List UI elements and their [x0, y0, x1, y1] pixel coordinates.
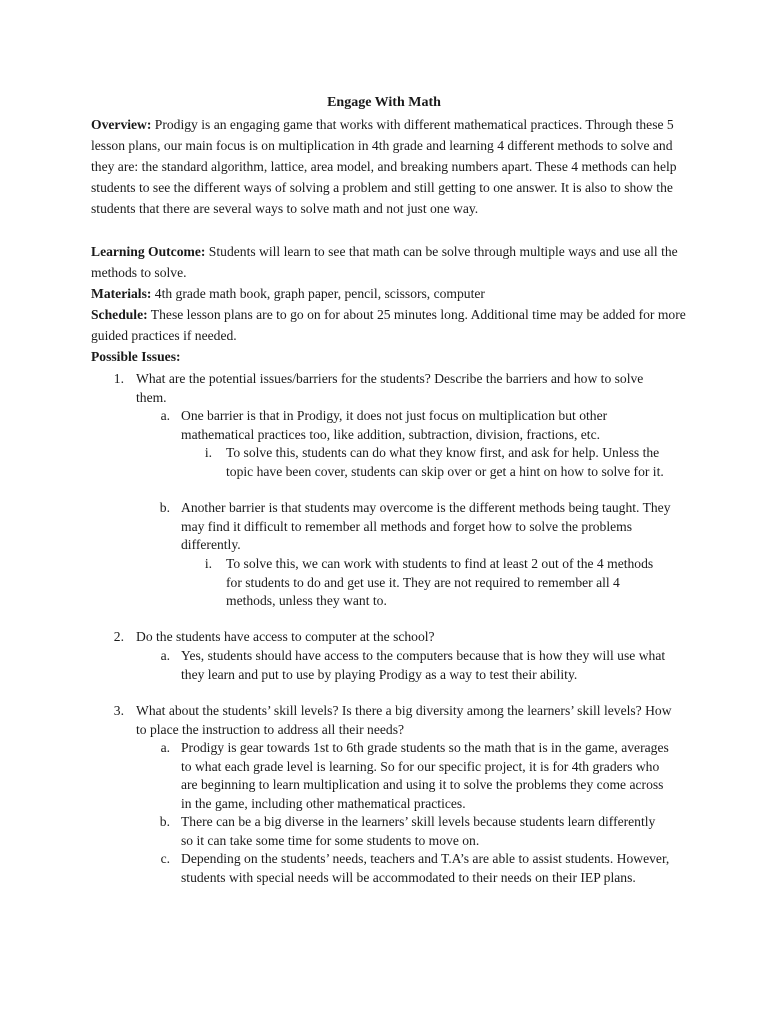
- document-title: Engage With Math: [327, 95, 441, 110]
- list-item-text: Do the students have access to computer at the school?: [136, 629, 435, 644]
- learning-outcome-paragraph: [91, 241, 691, 283]
- list-item-q3-b: [159, 813, 661, 850]
- list-item-q3-a: [160, 739, 676, 813]
- list-marker: a.: [160, 740, 170, 755]
- list-marker: i.: [204, 556, 212, 571]
- overview-label: Overview:: [91, 117, 152, 132]
- list-item-q1-a: [160, 407, 676, 444]
- schedule-paragraph: [91, 304, 691, 346]
- list-item-text: There can be a big diverse in the learners’ skill levels because students learn differently so it can take some time for some students to move on.: [181, 814, 656, 848]
- list-item-q1-b: [159, 499, 676, 555]
- schedule-text: These lesson plans are to go on for about 25 minutes long. Additional time may be added for more guided practices if needed.: [91, 307, 686, 343]
- list-marker: b.: [159, 814, 170, 829]
- list-marker: 1.: [113, 371, 124, 386]
- list-item-text: To solve this, we can work with students to find at least 2 out of the 4 methods for students to do and get use it. They are not required to remember all 4 methods, unless they want to.: [226, 556, 654, 608]
- schedule-label: Schedule:: [91, 307, 148, 322]
- list-item-q3-c: [160, 850, 671, 887]
- list-marker: b.: [159, 500, 170, 515]
- list-item-text: Prodigy is gear towards 1st to 6th grade students so the math that is in the game, averages to what each grade level is learning. So for our specific project, it is for 4th graders who are beginning to learn multiplication and using it to solve the problems they come across in the game, including other mathematical practices.: [181, 740, 669, 811]
- list-marker: 2.: [113, 629, 124, 644]
- list-item-text: Another barrier is that students may overcome is the different methods being taught. They may find it difficult to remember all methods and forget how to solve the problems differently.: [181, 500, 671, 552]
- list-item-text: To solve this, students can do what they know first, and ask for help. Unless the topic have been cover, students can skip over or get a hint on how to solve for it.: [226, 445, 664, 479]
- list-item-q1-a-i: [204, 444, 671, 481]
- list-marker: c.: [160, 851, 170, 866]
- list-item-q2-a: [160, 647, 681, 684]
- materials-label: Materials:: [91, 286, 152, 301]
- possible-issues-heading: Possible Issues:: [91, 349, 181, 364]
- list-marker: a.: [160, 408, 170, 423]
- list-item-q2: [113, 628, 676, 647]
- list-item-text: What about the students’ skill levels? Is there a big diversity among the learners’ skill levels? How to place the instruction to address all their needs?: [136, 703, 672, 737]
- learning-outcome-label: Learning Outcome:: [91, 244, 206, 259]
- overview-text: Prodigy is an engaging game that works with different mathematical practices. Through these 5 lesson plans, our main focus is on multiplication in 4th grade and learning 4 different methods to solve and they are: the standard algorithm, lattice, area model, and breaking numbers apart. These 4 methods can help students to see the different ways of solving a problem and still getting to one answer. It is also to show the students that there are several ways to solve math and not just one way.: [91, 117, 677, 216]
- list-item-text: Depending on the students’ needs, teachers and T.A’s are able to assist students. However, students with special needs will be accommodated to their needs on their IEP plans.: [181, 851, 670, 885]
- overview-paragraph: [91, 114, 691, 219]
- list-marker: a.: [160, 648, 170, 663]
- learning-outcome-text: Students will learn to see that math can be solve through multiple ways and use all the methods to solve.: [91, 244, 678, 280]
- list-item-text: One barrier is that in Prodigy, it does not just focus on multiplication but other mathematical practices too, like addition, subtraction, division, fractions, etc.: [181, 408, 608, 442]
- list-item-q1-b-i: [204, 555, 656, 611]
- list-item-q1: [113, 370, 676, 407]
- list-marker: i.: [204, 445, 212, 460]
- list-marker: 3.: [113, 703, 124, 718]
- list-item-text: What are the potential issues/barriers for the students? Describe the barriers and how to solve them.: [136, 371, 644, 405]
- materials-text: 4th grade math book, graph paper, pencil, scissors, computer: [151, 286, 485, 301]
- list-item-q3: [113, 702, 676, 739]
- list-item-text: Yes, students should have access to the computers because that is how they will use what they learn and put to use by playing Prodigy as a way to test their ability.: [181, 648, 666, 682]
- materials-paragraph: [91, 283, 691, 304]
